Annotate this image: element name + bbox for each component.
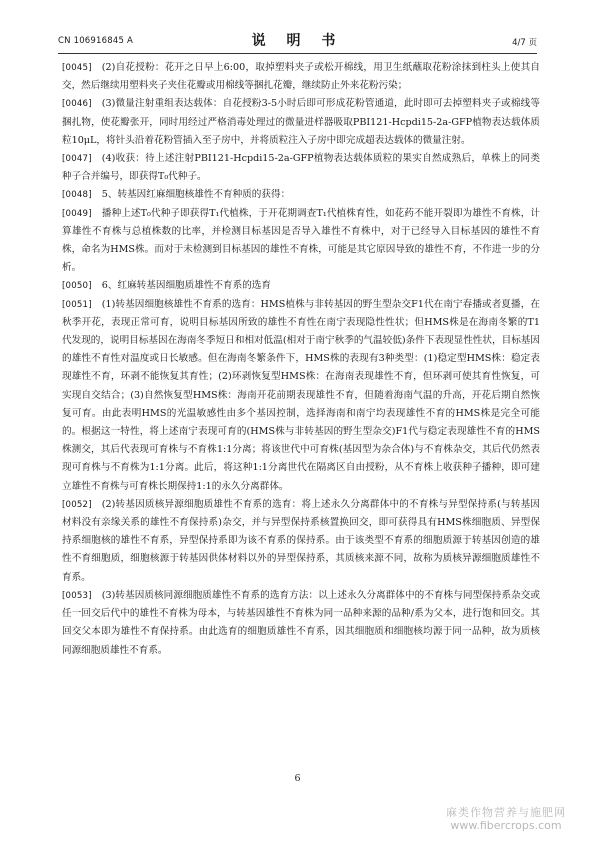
paragraph-text: (1)转基因细胞核雄性不育系的选育：HMS植株与非转基因的野生型杂交F1代在南宁春播或者夏播，在秋季开花，表现正常可育，说明目标基因所致的雄性不育性在南宁表现隐性性状；但HMS株是在海南冬繁的T1代发现的，说明目标基因在海南冬季短日和相对低温(相对于南宁秋季的气温较低)条件下表现显性性状，目标基因的雄性不育性对温度或日长敏感。但在海南冬繁条件下，HMS株的表现有3种类型：(1)稳定型HMS株：稳定表现雄性不育，环剥不能恢复其育性；(2)环剥恢复型HMS株：在海南表现雄性不育，但环剥可使其育性恢复，可实现自交结合；(3)自然恢复型HMS株：海南开花前期表现雄性不育，但随着海南气温的升高，开花后期自然恢复可育。由此表明HMS的光温敏感性由多个基因控制，选择海南和南宁均表现雄性不育的HMS株是完全可能的。根据这一特性，将上述南宁表现可育的(HMS株与非转基因的野生型杂交)F1代与稳定表现雄性不育的HMS株测交，其后代表现可育株与不育株1:1分离；将该世代中可育株(基因型为杂合体)与不育株杂交，其后代仍然表现可育株与不育株为1:1分离。此后，将这种1:1分离世代在隔离区自由授粉，从不育株上收获种子播种，即可建立雄性不育株与可育株长期保持1:1的永久分离群体。 bbox=[62, 298, 540, 492]
document-title: 说 明 书 bbox=[251, 33, 344, 49]
description-body bbox=[62, 59, 540, 660]
paragraph-tag: [0050] bbox=[62, 281, 92, 292]
paragraph-tag: [0047] bbox=[62, 154, 92, 165]
page-number: 6 bbox=[294, 773, 301, 784]
paragraph-tag: [0046] bbox=[62, 99, 92, 110]
watermark-title: 麻类作物营养与施肥网 bbox=[446, 806, 566, 819]
watermark bbox=[431, 806, 581, 832]
paragraph-text: (2)自花授粉：花开之日早上6:00，取掉塑料夹子或松开棉线，用卫生纸蘸取花粉涂抹到柱头上使其自交，然后继续用塑料夹子夹住花瓣或用棉线等捆扎花瓣，继续防止外来花粉污染； bbox=[62, 62, 540, 92]
paragraph-text: 6、红麻转基因细胞质雄性不育系的选育 bbox=[101, 280, 271, 292]
paragraph-0052 bbox=[62, 496, 540, 587]
paragraph-text: 播种上述T₀代种子即获得T₁代植株，于开花期调查T₁代植株育性，如花药不能开裂即为雄性不育株，计算雄性不育株与总植株数的比率，并检测目标基因是否导入雄性不育株中，对于已经导入目标基因的雄性不育株，命名为HMS株。而对于未检测到目标基因的雄性不育株，可能是其它原因导致的雄性不育，不作进一步的分析。 bbox=[62, 207, 540, 274]
paragraph-0047 bbox=[62, 150, 540, 186]
paragraph-0046 bbox=[62, 95, 540, 150]
patent-number: CN 106916845 A bbox=[58, 36, 133, 46]
header-rule bbox=[58, 53, 537, 54]
paragraph-tag: [0045] bbox=[62, 63, 92, 73]
paragraph-tag: [0053] bbox=[62, 590, 92, 601]
paragraph-0045 bbox=[62, 59, 540, 95]
paragraph-tag: [0051] bbox=[62, 299, 92, 310]
paragraph-text: (4)收获：待上述注射PBI121-Hcpdi15-2a-GFP植物表达载体质粒的果实自然成熟后，单株上的同类种子合并编号，即获得T₀代种子。 bbox=[62, 153, 540, 183]
paragraph-0050 bbox=[62, 277, 540, 295]
paragraph-0053 bbox=[62, 587, 540, 660]
paragraph-0051 bbox=[62, 296, 540, 496]
paragraph-text: 5、转基因红麻细胞核雄性不育种质的获得： bbox=[101, 189, 291, 201]
paragraph-tag: [0052] bbox=[62, 499, 92, 510]
paragraph-0049 bbox=[62, 205, 540, 278]
watermark-url: www.fibercrops.com bbox=[450, 819, 562, 832]
page-fraction: 4/7 页 bbox=[512, 38, 537, 48]
paragraph-0048 bbox=[62, 186, 540, 204]
paragraph-tag: [0049] bbox=[62, 208, 92, 219]
paragraph-text: (2)转基因质核异源细胞质雄性不育系的选育：将上述永久分离群体中的不育株与异型保持系(与转基因材料没有亲缘关系的雄性不育保持系)杂交，并与异型保持系核置换回交，即可获得具有HMS株细胞质、异型保持系细胞核的雄性不育系，异型保持系即为该不育系的保持系。由于该类型不育系的细胞质源于转基因创造的雄性不育细胞质，细胞核源于转基因供体材料以外的异型保持系，其质核来源不同，故称为质核异源细胞质雄性不育系。 bbox=[62, 498, 540, 583]
paragraph-text: (3)转基因质核同源细胞质雄性不育系的选育方法：以上述永久分离群体中的不育株与同型保持系杂交或任一回交后代中的雄性不育株为母本，与转基因雄性不育株为同一品种来源的品种/系为父本，进行饱和回交。其回交父本即为雄性不育保持系。由此选育的细胞质雄性不育系，因其细胞质和细胞核均源于同一品种，故为质核同源细胞质雄性不育系。 bbox=[62, 589, 540, 656]
page-header bbox=[58, 30, 537, 52]
paragraph-tag: [0048] bbox=[62, 190, 92, 201]
paragraph-text: (3)微量注射重组表达载体：自花授粉3-5小时后即可形成花粉管通道，此时即可去掉塑料夹子或棉线等捆扎物，使花瓣张开，同时用经过严格消毒处理过的微量进样器吸取PBI121-Hcpdi15-2a-GFP植物表达载体质粒10μL，将针头沿着花粉管插入至子房中，并将质粒注入子房中即完成超表达载体的微量注射。 bbox=[62, 98, 540, 146]
